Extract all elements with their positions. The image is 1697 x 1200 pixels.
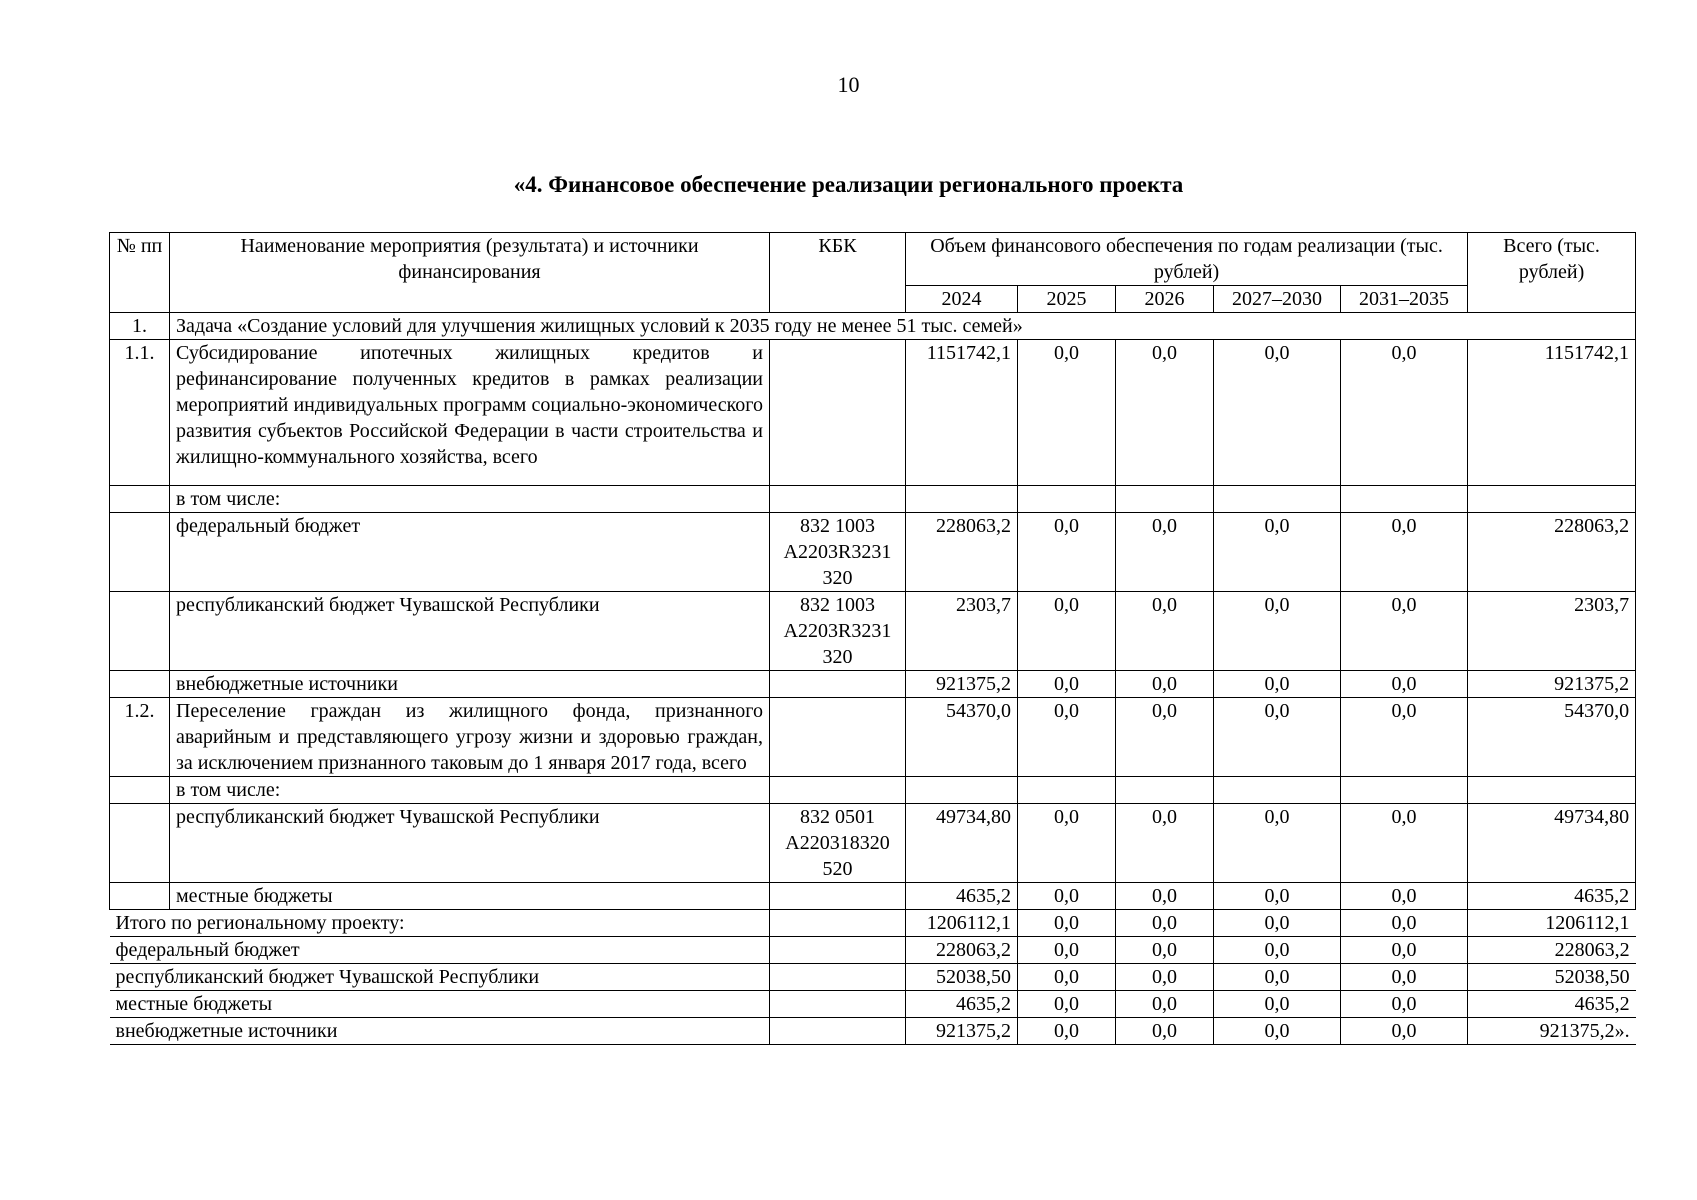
- value-cell: 0,0: [1214, 910, 1341, 937]
- value-cell: 0,0: [1116, 937, 1214, 964]
- year-header: 2024: [906, 286, 1018, 313]
- task-row: [110, 313, 1636, 340]
- col-name-header: Наименование мероприятия (результата) и источники финансирования: [170, 233, 770, 313]
- total-cell: 1151742,1: [1468, 340, 1636, 486]
- source-name: внебюджетные источники: [170, 671, 770, 698]
- kbk-cell: 832 0501 А220318320 520: [770, 804, 906, 883]
- table-row: [110, 592, 1636, 671]
- table-row: [110, 777, 1636, 804]
- totals-row: [110, 991, 1636, 1018]
- row-number: 1.2.: [110, 698, 170, 777]
- totals-row: [110, 910, 1636, 937]
- totals-label: Итого по региональному проекту:: [110, 910, 770, 937]
- value-cell: 0,0: [1341, 991, 1468, 1018]
- source-name: федеральный бюджет: [110, 937, 770, 964]
- header-row: [110, 233, 1636, 286]
- table-row: [110, 513, 1636, 592]
- value-cell: 0,0: [1341, 883, 1468, 910]
- value-cell: 0,0: [1116, 964, 1214, 991]
- value-cell: 0,0: [1018, 340, 1116, 486]
- total-cell: 4635,2: [1468, 883, 1636, 910]
- value-cell: 228063,2: [906, 513, 1018, 592]
- value-cell: 0,0: [1018, 592, 1116, 671]
- value-cell: 0,0: [1214, 937, 1341, 964]
- totals-row: [110, 1018, 1636, 1045]
- source-name: внебюджетные источники: [110, 1018, 770, 1045]
- table-row: [110, 671, 1636, 698]
- value-cell: 4635,2: [906, 991, 1018, 1018]
- kbk-cell: [770, 698, 906, 777]
- source-name: федеральный бюджет: [170, 513, 770, 592]
- value-cell: 0,0: [1341, 937, 1468, 964]
- col-total-header: Всего (тыс. рублей): [1468, 233, 1636, 313]
- year-header: 2027–2030: [1214, 286, 1341, 313]
- value-cell: 0,0: [1018, 513, 1116, 592]
- col-volume-header: Объем финансового обеспечения по годам реализации (тыс. рублей): [906, 233, 1468, 286]
- value-cell: 0,0: [1214, 698, 1341, 777]
- total-cell: 49734,80: [1468, 804, 1636, 883]
- value-cell: 0,0: [1341, 910, 1468, 937]
- value-cell: 0,0: [1341, 671, 1468, 698]
- year-header: 2026: [1116, 286, 1214, 313]
- source-name: республиканский бюджет Чувашской Республики: [110, 964, 770, 991]
- year-header: 2031–2035: [1341, 286, 1468, 313]
- value-cell: 49734,80: [906, 804, 1018, 883]
- table-row: [110, 698, 1636, 777]
- value-cell: 0,0: [1018, 1018, 1116, 1045]
- including-label: в том числе:: [170, 777, 770, 804]
- value-cell: 1206112,1: [906, 910, 1018, 937]
- total-cell: 4635,2: [1468, 991, 1636, 1018]
- value-cell: 0,0: [1018, 883, 1116, 910]
- value-cell: 0,0: [1341, 592, 1468, 671]
- table-row: [110, 340, 1636, 486]
- source-name: местные бюджеты: [110, 991, 770, 1018]
- total-cell: 2303,7: [1468, 592, 1636, 671]
- value-cell: 0,0: [1018, 937, 1116, 964]
- value-cell: 0,0: [1018, 991, 1116, 1018]
- table-row: [110, 883, 1636, 910]
- value-cell: 0,0: [1018, 910, 1116, 937]
- value-cell: 0,0: [1018, 698, 1116, 777]
- value-cell: 0,0: [1018, 804, 1116, 883]
- totals-row: [110, 937, 1636, 964]
- value-cell: 0,0: [1341, 804, 1468, 883]
- table-row: [110, 486, 1636, 513]
- value-cell: 0,0: [1214, 592, 1341, 671]
- page-number: 10: [837, 72, 860, 97]
- item-name: Субсидирование ипотечных жилищных кредитов и рефинансирование полученных кредитов в рамках реализации мероприятий индивидуальных программ социально-экономического развития субъектов Российской Федерации в части строительства и жилищно-коммунального хозяйства, всего: [170, 340, 770, 486]
- value-cell: 0,0: [1116, 804, 1214, 883]
- value-cell: 0,0: [1214, 513, 1341, 592]
- value-cell: 0,0: [1018, 671, 1116, 698]
- value-cell: 0,0: [1341, 964, 1468, 991]
- value-cell: 4635,2: [906, 883, 1018, 910]
- total-cell: 52038,50: [1468, 964, 1636, 991]
- row-number: 1.: [110, 313, 170, 340]
- value-cell: 0,0: [1214, 804, 1341, 883]
- total-cell: 1206112,1: [1468, 910, 1636, 937]
- col-kbk-header: КБК: [770, 233, 906, 313]
- source-name: местные бюджеты: [170, 883, 770, 910]
- item-name: Переселение граждан из жилищного фонда, признанного аварийным и представляющего угрозу жизни и здоровью граждан, за исключением признанного таковым до 1 января 2017 года, всего: [170, 698, 770, 777]
- value-cell: 0,0: [1116, 340, 1214, 486]
- kbk-cell: 832 1003 А2203R3231 320: [770, 513, 906, 592]
- value-cell: 2303,7: [906, 592, 1018, 671]
- including-label: в том числе:: [170, 486, 770, 513]
- year-header: 2025: [1018, 286, 1116, 313]
- kbk-cell: [770, 883, 906, 910]
- total-cell: 228063,2: [1468, 513, 1636, 592]
- page-title: «4. Финансовое обеспечение реализации регионального проекта: [513, 172, 1184, 197]
- source-name: республиканский бюджет Чувашской Республики: [170, 804, 770, 883]
- source-name: республиканский бюджет Чувашской Республики: [170, 592, 770, 671]
- value-cell: 0,0: [1341, 698, 1468, 777]
- value-cell: 54370,0: [906, 698, 1018, 777]
- value-cell: 0,0: [1341, 1018, 1468, 1045]
- financing-table: [109, 232, 1636, 1045]
- total-cell: 54370,0: [1468, 698, 1636, 777]
- value-cell: 0,0: [1116, 698, 1214, 777]
- value-cell: 0,0: [1341, 513, 1468, 592]
- value-cell: 0,0: [1116, 883, 1214, 910]
- task-text: Задача «Создание условий для улучшения жилищных условий к 2035 году не менее 51 тыс. семей»: [170, 313, 1636, 340]
- value-cell: 0,0: [1214, 964, 1341, 991]
- value-cell: 0,0: [1214, 340, 1341, 486]
- total-cell: 228063,2: [1468, 937, 1636, 964]
- value-cell: 0,0: [1116, 671, 1214, 698]
- value-cell: 0,0: [1018, 964, 1116, 991]
- total-cell: 921375,2: [1468, 671, 1636, 698]
- value-cell: 0,0: [1116, 592, 1214, 671]
- value-cell: 1151742,1: [906, 340, 1018, 486]
- value-cell: 0,0: [1116, 513, 1214, 592]
- value-cell: 0,0: [1341, 340, 1468, 486]
- value-cell: 0,0: [1116, 910, 1214, 937]
- kbk-cell: [770, 671, 906, 698]
- value-cell: 921375,2: [906, 1018, 1018, 1045]
- value-cell: 0,0: [1214, 991, 1341, 1018]
- row-number: 1.1.: [110, 340, 170, 486]
- value-cell: 921375,2: [906, 671, 1018, 698]
- kbk-cell: 832 1003 А2203R3231 320: [770, 592, 906, 671]
- total-cell: 921375,2».: [1468, 1018, 1636, 1045]
- col-no-header: № пп: [110, 233, 170, 313]
- value-cell: 0,0: [1116, 991, 1214, 1018]
- value-cell: 0,0: [1214, 671, 1341, 698]
- table-row: [110, 804, 1636, 883]
- totals-row: [110, 964, 1636, 991]
- value-cell: 52038,50: [906, 964, 1018, 991]
- value-cell: 228063,2: [906, 937, 1018, 964]
- value-cell: 0,0: [1116, 1018, 1214, 1045]
- value-cell: 0,0: [1214, 1018, 1341, 1045]
- value-cell: 0,0: [1214, 883, 1341, 910]
- kbk-cell: [770, 340, 906, 486]
